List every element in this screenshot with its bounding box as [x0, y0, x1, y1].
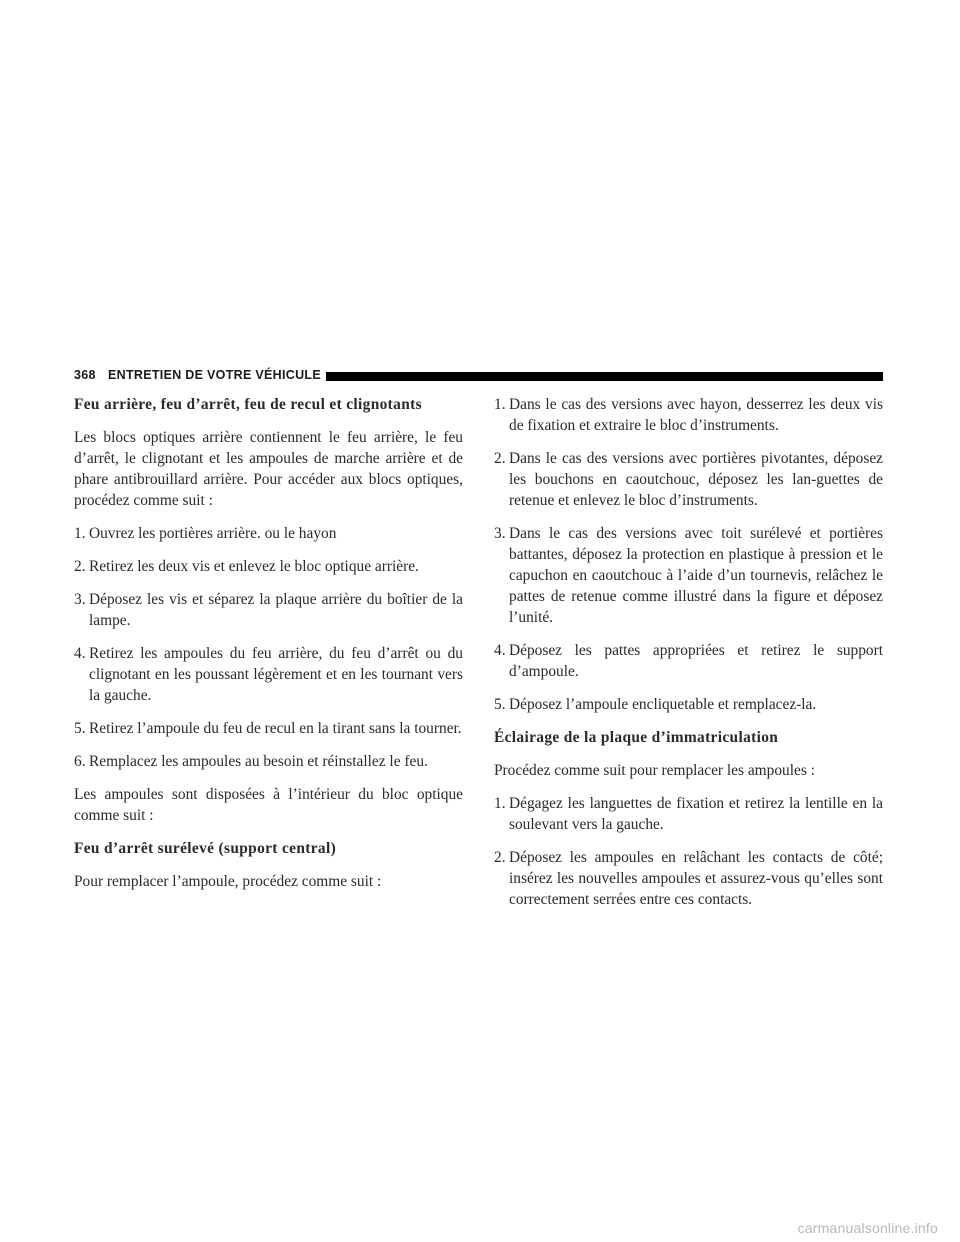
- step-number: 2.: [494, 450, 506, 467]
- step-number: 3.: [494, 525, 506, 542]
- step-text: Remplacez les ampoules au besoin et réinstallez le feu.: [89, 753, 428, 770]
- step-number: 5.: [494, 696, 506, 713]
- page-header: [74, 368, 883, 388]
- step-text: Dans le cas des versions avec hayon, desserrez les deux vis de fixation et extraire le bloc d’instruments.: [509, 396, 883, 434]
- step-text: Dans le cas des versions avec portières pivotantes, déposez les bouchons en caoutchouc, déposez les lan-guettes de retenue et enlevez le bloc d’instruments.: [509, 450, 883, 509]
- heading-license-plate-lighting: Éclairage de la plaque d’immatriculation: [494, 729, 779, 746]
- step-number: 2.: [74, 558, 86, 575]
- left-column: [74, 394, 463, 904]
- replace-bulb-paragraph: Pour remplacer l’ampoule, procédez comme suit :: [74, 873, 382, 890]
- step-number: 3.: [74, 591, 86, 608]
- step-number: 1.: [494, 795, 506, 812]
- step-text: Dans le cas des versions avec toit surélevé et portières battantes, déposez la protection en plastique à pression et le capuchon en caoutchouc à l’aide d’un tournevis, relâchez le pattes de retenue comme illustré dans la figure et déposez l’unité.: [509, 525, 883, 626]
- high-stop-light-steps: [494, 394, 883, 715]
- license-plate-steps: [494, 793, 883, 910]
- step-number: 1.: [74, 525, 86, 542]
- step-text: Retirez l’ampoule du feu de recul en la tirant sans la tourner.: [89, 720, 462, 737]
- list-item: [74, 589, 463, 631]
- bulb-layout-paragraph: Les ampoules sont disposées à l’intérieur du bloc optique comme suit :: [74, 786, 463, 824]
- list-item: [494, 640, 883, 682]
- list-item: [494, 793, 883, 835]
- list-item: [494, 523, 883, 628]
- right-column: [494, 394, 883, 922]
- list-item: [74, 523, 463, 544]
- section-title: ENTRETIEN DE VOTRE VÉHICULE: [108, 368, 321, 382]
- step-number: 6.: [74, 753, 86, 770]
- list-item: [494, 448, 883, 511]
- page-number: 368: [74, 368, 96, 382]
- heading-high-stop-light: Feu d’arrêt surélevé (support central): [74, 840, 337, 857]
- heading-rear-lights: Feu arrière, feu d’arrêt, feu de recul et clignotants: [74, 396, 422, 413]
- step-number: 4.: [74, 645, 86, 662]
- step-text: Déposez les pattes appropriées et retirez le support d’ampoule.: [509, 642, 883, 680]
- watermark-link[interactable]: carmanualsonline.info: [797, 1220, 938, 1236]
- intro-paragraph: Les blocs optiques arrière contiennent le feu arrière, le feu d’arrêt, le clignotant et les ampoules de marche arrière et de phare antibrouillard arrière. Pour accéder aux blocs optiques, procédez comme suit :: [74, 429, 463, 509]
- list-item: [494, 394, 883, 436]
- step-number: 5.: [74, 720, 86, 737]
- list-item: [74, 556, 463, 577]
- step-text: Dégagez les languettes de fixation et retirez la lentille en la soulevant vers la gauche.: [509, 795, 883, 833]
- step-text: Déposez l’ampoule encliquetable et remplacez-la.: [509, 696, 817, 713]
- step-text: Déposez les vis et séparez la plaque arrière du boîtier de la lampe.: [89, 591, 463, 629]
- list-item: [494, 694, 883, 715]
- list-item: [74, 643, 463, 706]
- step-text: Ouvrez les portières arrière. ou le hayon: [89, 525, 337, 542]
- step-number: 4.: [494, 642, 506, 659]
- step-number: 2.: [494, 849, 506, 866]
- rear-light-steps: [74, 523, 463, 772]
- list-item: [74, 718, 463, 739]
- step-text: Retirez les deux vis et enlevez le bloc optique arrière.: [89, 558, 419, 575]
- step-text: Retirez les ampoules du feu arrière, du feu d’arrêt ou du clignotant en les poussant légèrement et en les tournant vers la gauche.: [89, 645, 463, 704]
- step-text: Déposez les ampoules en relâchant les contacts de côté; insérez les nouvelles ampoules et assurez-vous qu’elles sont correctement serrées entre ces contacts.: [509, 849, 883, 908]
- license-intro-paragraph: Procédez comme suit pour remplacer les ampoules :: [494, 762, 815, 779]
- list-item: [74, 751, 463, 772]
- header-rule: [326, 372, 883, 381]
- step-number: 1.: [494, 396, 506, 413]
- list-item: [494, 847, 883, 910]
